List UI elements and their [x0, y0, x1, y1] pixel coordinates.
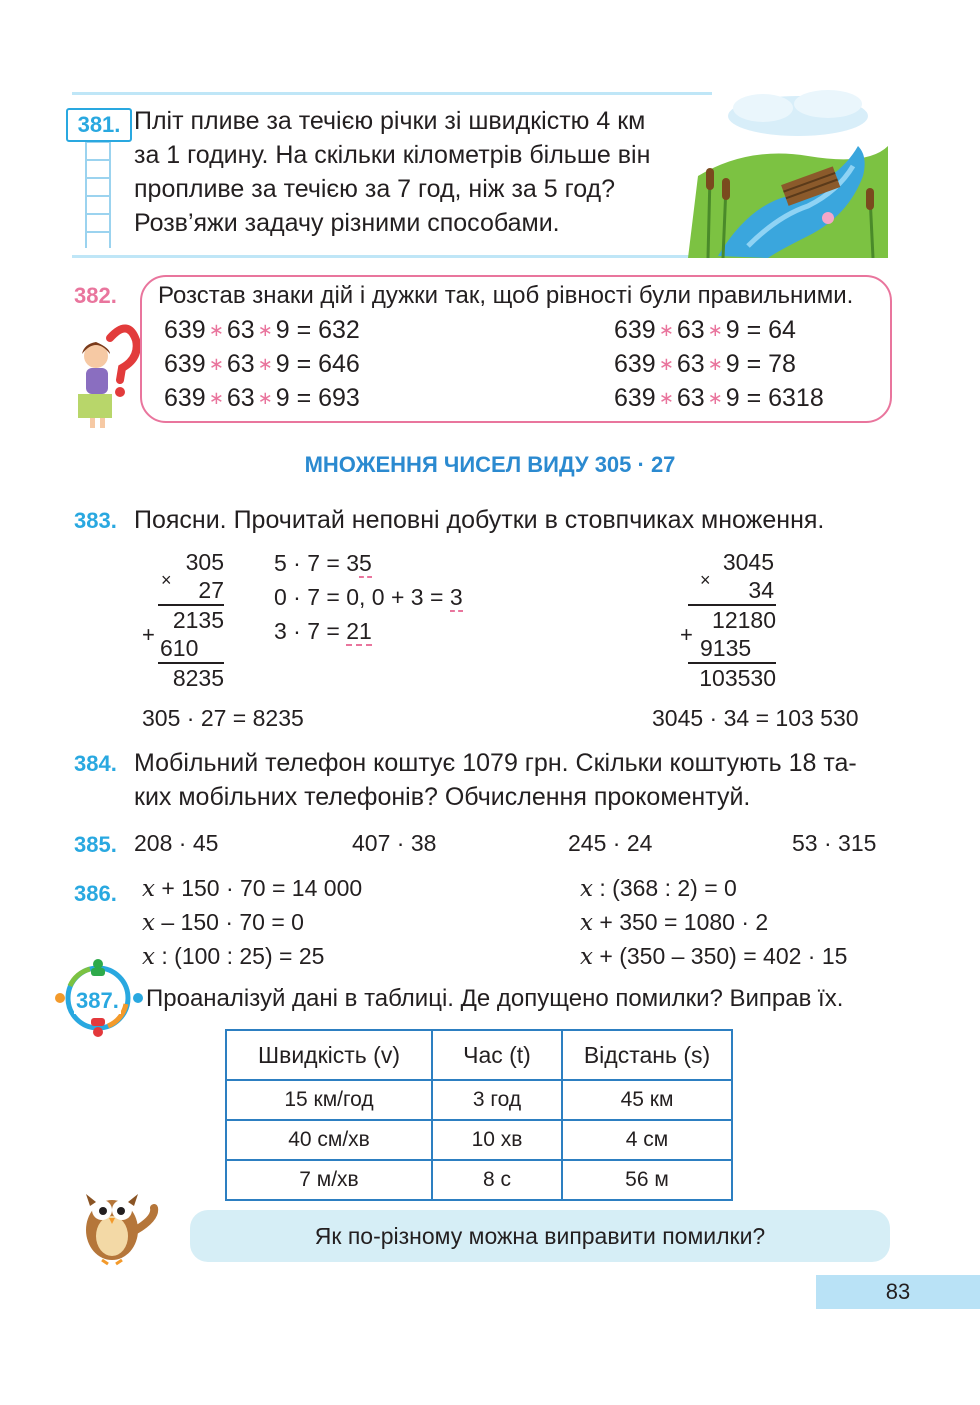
table-row: [226, 1120, 732, 1160]
eq-382-l2: 639 ∗ 63 ∗ 9 = 646: [164, 350, 360, 378]
river-raft-illustration: [688, 86, 893, 258]
table-cell: 45 км: [562, 1080, 732, 1120]
table-cell: 3 год: [432, 1080, 562, 1120]
exercise-382-task: Розстав знаки дій і дужки так, щоб рівності були правильними.: [158, 282, 854, 309]
exercise-381-line-3: пропливе за течією за 7 год, ніж за 5 год?: [134, 175, 616, 203]
expr-385-1: 208 · 45: [134, 830, 219, 856]
table-cell: 7 м/хв: [226, 1160, 432, 1200]
result-2: 3045 · 34 = 103 530: [652, 705, 859, 731]
exercise-387-task: Проаналізуй дані в таблиці. Де допущено помилки? Виправ їх.: [146, 985, 844, 1012]
table-cell: 4 см: [562, 1120, 732, 1160]
header-distance: Відстань (s): [562, 1030, 732, 1080]
eq-382-l3: 639 ∗ 63 ∗ 9 = 693: [164, 384, 360, 412]
table-cell: 15 км/год: [226, 1080, 432, 1120]
owl-icon: [72, 1178, 160, 1266]
table-row: [226, 1160, 732, 1200]
expr-385-3: 245 · 24: [568, 830, 653, 856]
header-time: Час (t): [432, 1030, 562, 1080]
eq-382-l1: 639 ∗ 63 ∗ 9 = 632: [164, 316, 360, 344]
expr-385-4: 53 · 315: [792, 830, 877, 856]
girl-question-illustration: [70, 318, 140, 430]
section-heading: МНОЖЕННЯ ЧИСЕЛ ВИДУ 305 · 27: [304, 452, 676, 477]
table-cell: 56 м: [562, 1160, 732, 1200]
page-number: 83: [816, 1275, 980, 1309]
result-1: 305 · 27 = 8235: [142, 705, 304, 731]
eq-386-r1: x : (368 : 2) = 0: [580, 875, 737, 902]
exercise-384-line-2: ких мобільних телефонів? Обчислення прокоментуй.: [134, 783, 751, 811]
table-cell: 40 см/хв: [226, 1120, 432, 1160]
eq-386-r3: x + (350 – 350) = 402 · 15: [580, 943, 848, 970]
exercise-385-number: 385.: [74, 832, 117, 857]
exercise-383-task: Поясни. Прочитай неповні добутки в стовпчиках множення.: [134, 506, 825, 534]
times-sign-1: ×: [161, 570, 172, 590]
exercise-381-line-4: Розв’яжи задачу різними способами.: [134, 209, 560, 237]
table-row: [226, 1080, 732, 1120]
column-multiplication-2: 3045 34 12180 9135 103530: [688, 548, 776, 692]
speed-time-distance-table: [225, 1029, 733, 1201]
ladder-decoration: [76, 130, 120, 248]
exercise-387-number: 387.: [76, 988, 119, 1013]
plus-sign-2: +: [680, 622, 693, 647]
exercise-383-number: 383.: [74, 508, 117, 533]
exercise-381-line-1: Пліт пливе за течією річки зі швидкістю 4 км: [134, 107, 646, 135]
eq-386-l1: x + 150 · 70 = 14 000: [142, 875, 363, 902]
eq-386-l2: x – 150 · 70 = 0: [142, 909, 304, 936]
exercise-381-number: 381.: [66, 108, 132, 142]
exercise-384-number: 384.: [74, 751, 117, 776]
plus-sign-1: +: [142, 622, 155, 647]
eq-386-l3: x : (100 : 25) = 25: [142, 943, 325, 970]
eq-386-r2: x + 350 = 1080 · 2: [580, 909, 769, 936]
eq-382-r1: 639 ∗ 63 ∗ 9 = 64: [614, 316, 796, 344]
step-2: 0 · 7 = 0, 0 + 3 = 3: [274, 584, 463, 610]
eq-382-r3: 639 ∗ 63 ∗ 9 = 6318: [614, 384, 824, 412]
eq-382-r2: 639 ∗ 63 ∗ 9 = 78: [614, 350, 796, 378]
owl-speech-bubble: Як по-різному можна виправити помилки?: [190, 1210, 890, 1262]
table-cell: 10 хв: [432, 1120, 562, 1160]
times-sign-2: ×: [700, 570, 711, 590]
column-multiplication-1: 305 27 2135 610 8235: [160, 549, 224, 691]
exercise-381-line-2: за 1 годину. На скільки кілометрів більше він: [134, 141, 651, 169]
expr-385-2: 407 · 38: [352, 830, 437, 856]
table-header-row: [226, 1030, 732, 1080]
exercise-382-number: 382.: [74, 283, 117, 308]
exercise-386-number: 386.: [74, 881, 117, 906]
step-1: 5 · 7 = 35: [274, 550, 372, 576]
step-3: 3 · 7 = 21: [274, 618, 372, 644]
table-cell: 8 с: [432, 1160, 562, 1200]
header-speed: Швидкість (v): [226, 1030, 432, 1080]
exercise-384-line-1: Мобільний телефон коштує 1079 грн. Скільки коштують 18 та-: [134, 749, 857, 777]
